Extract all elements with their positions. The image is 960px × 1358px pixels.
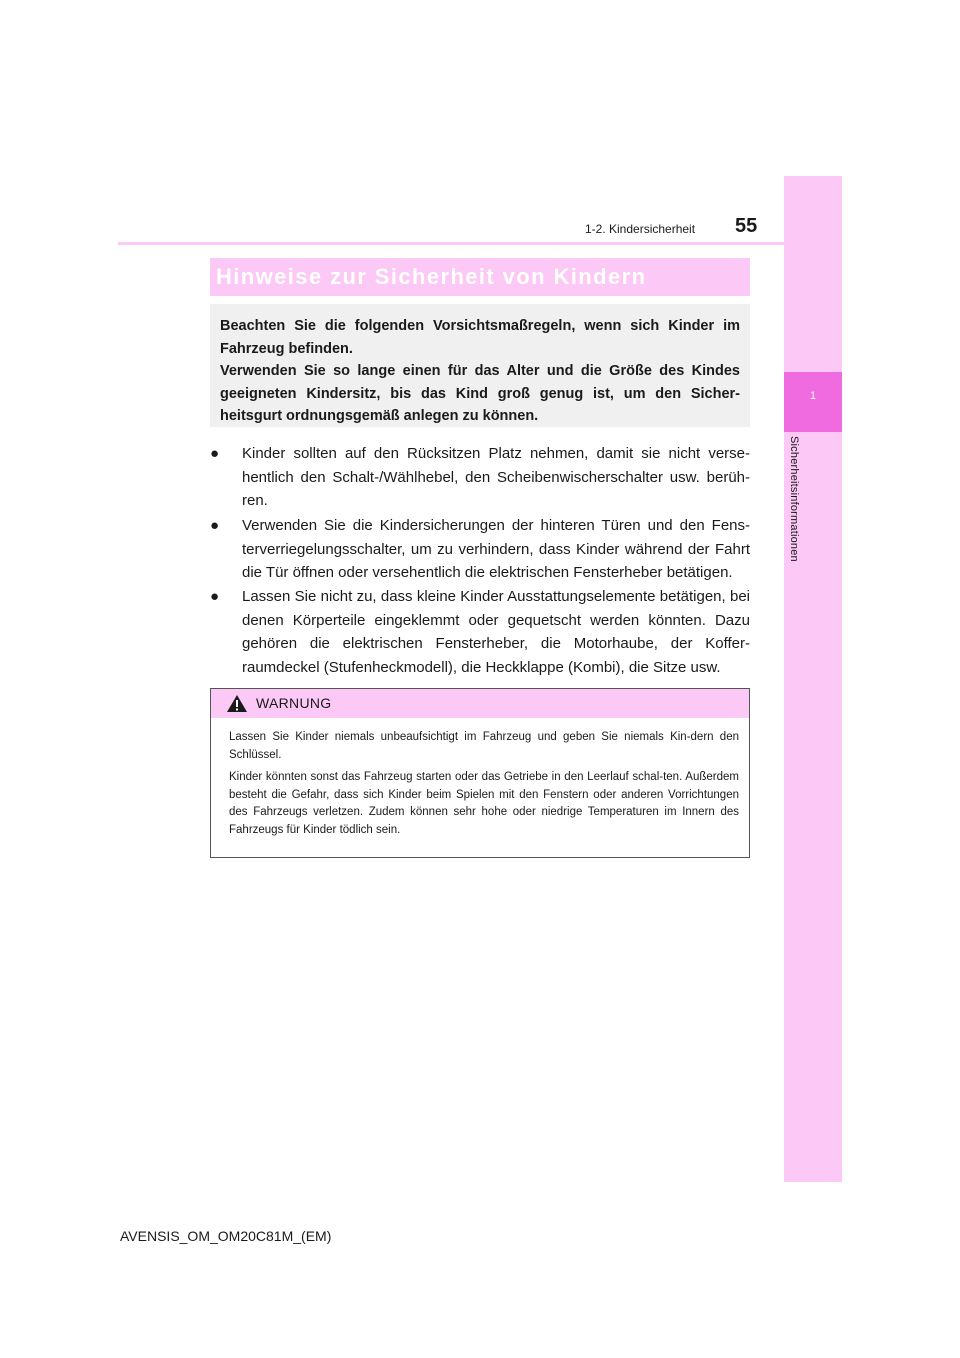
warning-triangle-icon	[226, 694, 248, 713]
footer-code: AVENSIS_OM_OM20C81M_(EM)	[120, 1228, 332, 1244]
warning-box	[210, 688, 750, 858]
bullet-text: Kinder sollten auf den Rücksitzen Platz nehmen, damit sie nicht verse-hentlich den Schalt-/Wählhebel, den Scheibenwischerschalter usw. berüh-ren.	[242, 445, 750, 509]
bullet-item	[210, 585, 750, 679]
intro-paragraph: Verwenden Sie so lange einen für das Alter und die Größe des Kindes geeigneten Kindersitz, bis das Kind groß genug ist, um den Sicher-heitsgurt ordnungsgemäß anlegen zu können.	[220, 363, 740, 424]
bullet-icon: ●	[210, 588, 220, 605]
chapter-marker	[784, 372, 842, 432]
bullet-icon: ●	[210, 445, 220, 462]
page-number: 55	[735, 215, 758, 237]
intro-paragraph: Beachten Sie die folgenden Vorsichtsmaßregeln, wenn sich Kinder im Fahrzeug befinden.	[220, 318, 740, 357]
warning-body	[229, 729, 739, 844]
header-rule	[118, 242, 784, 245]
chapter-number: 1	[809, 390, 817, 402]
warning-header	[211, 689, 749, 718]
warning-title: WARNUNG	[256, 695, 332, 711]
side-tab	[784, 176, 842, 1182]
warning-paragraph: Kinder könnten sonst das Fahrzeug starten oder das Getriebe in den Leerlauf schal-ten. Außerdem besteht die Gefahr, dass sich Kinder beim Spielen mit den Fenstern oder anderen Vorrichtungen des Fahrzeugs verletzen. Zudem können sehr hohe oder niedrige Temperaturen im Innern des Fahrzeugs für Kinder tödlich sein.	[229, 771, 739, 836]
bullet-text: Verwenden Sie die Kindersicherungen der hinteren Türen und den Fens-terverriegelungsschalter, um zu verhindern, dass Kinder während der Fahrt die Tür öffnen oder versehentlich die elektrischen Fensterheber betätigen.	[242, 517, 750, 581]
bullet-item	[210, 514, 750, 585]
bullet-text: Lassen Sie nicht zu, dass kleine Kinder Ausstattungselemente betätigen, bei denen Körperteile eingeklemmt oder gequetscht werden könnten. Dazu gehören die elektrischen Fensterheber, die Motorhaube, der Koffer-raumdeckel (Stufenheckmodell), die Heckklappe (Kombi), die Sitze usw.	[242, 588, 750, 676]
page-title: Hinweise zur Sicherheit von Kindern	[216, 264, 647, 289]
chapter-label: Sicherheitsinformationen	[788, 436, 800, 562]
bullet-icon: ●	[210, 517, 220, 534]
intro-box	[210, 304, 750, 427]
section-name: 1-2. Kindersicherheit	[585, 222, 696, 236]
warning-paragraph: Lassen Sie Kinder niemals unbeaufsichtigt im Fahrzeug und geben Sie niemals Kin-dern den Schlüssel.	[229, 731, 739, 761]
bullet-item	[210, 442, 750, 513]
